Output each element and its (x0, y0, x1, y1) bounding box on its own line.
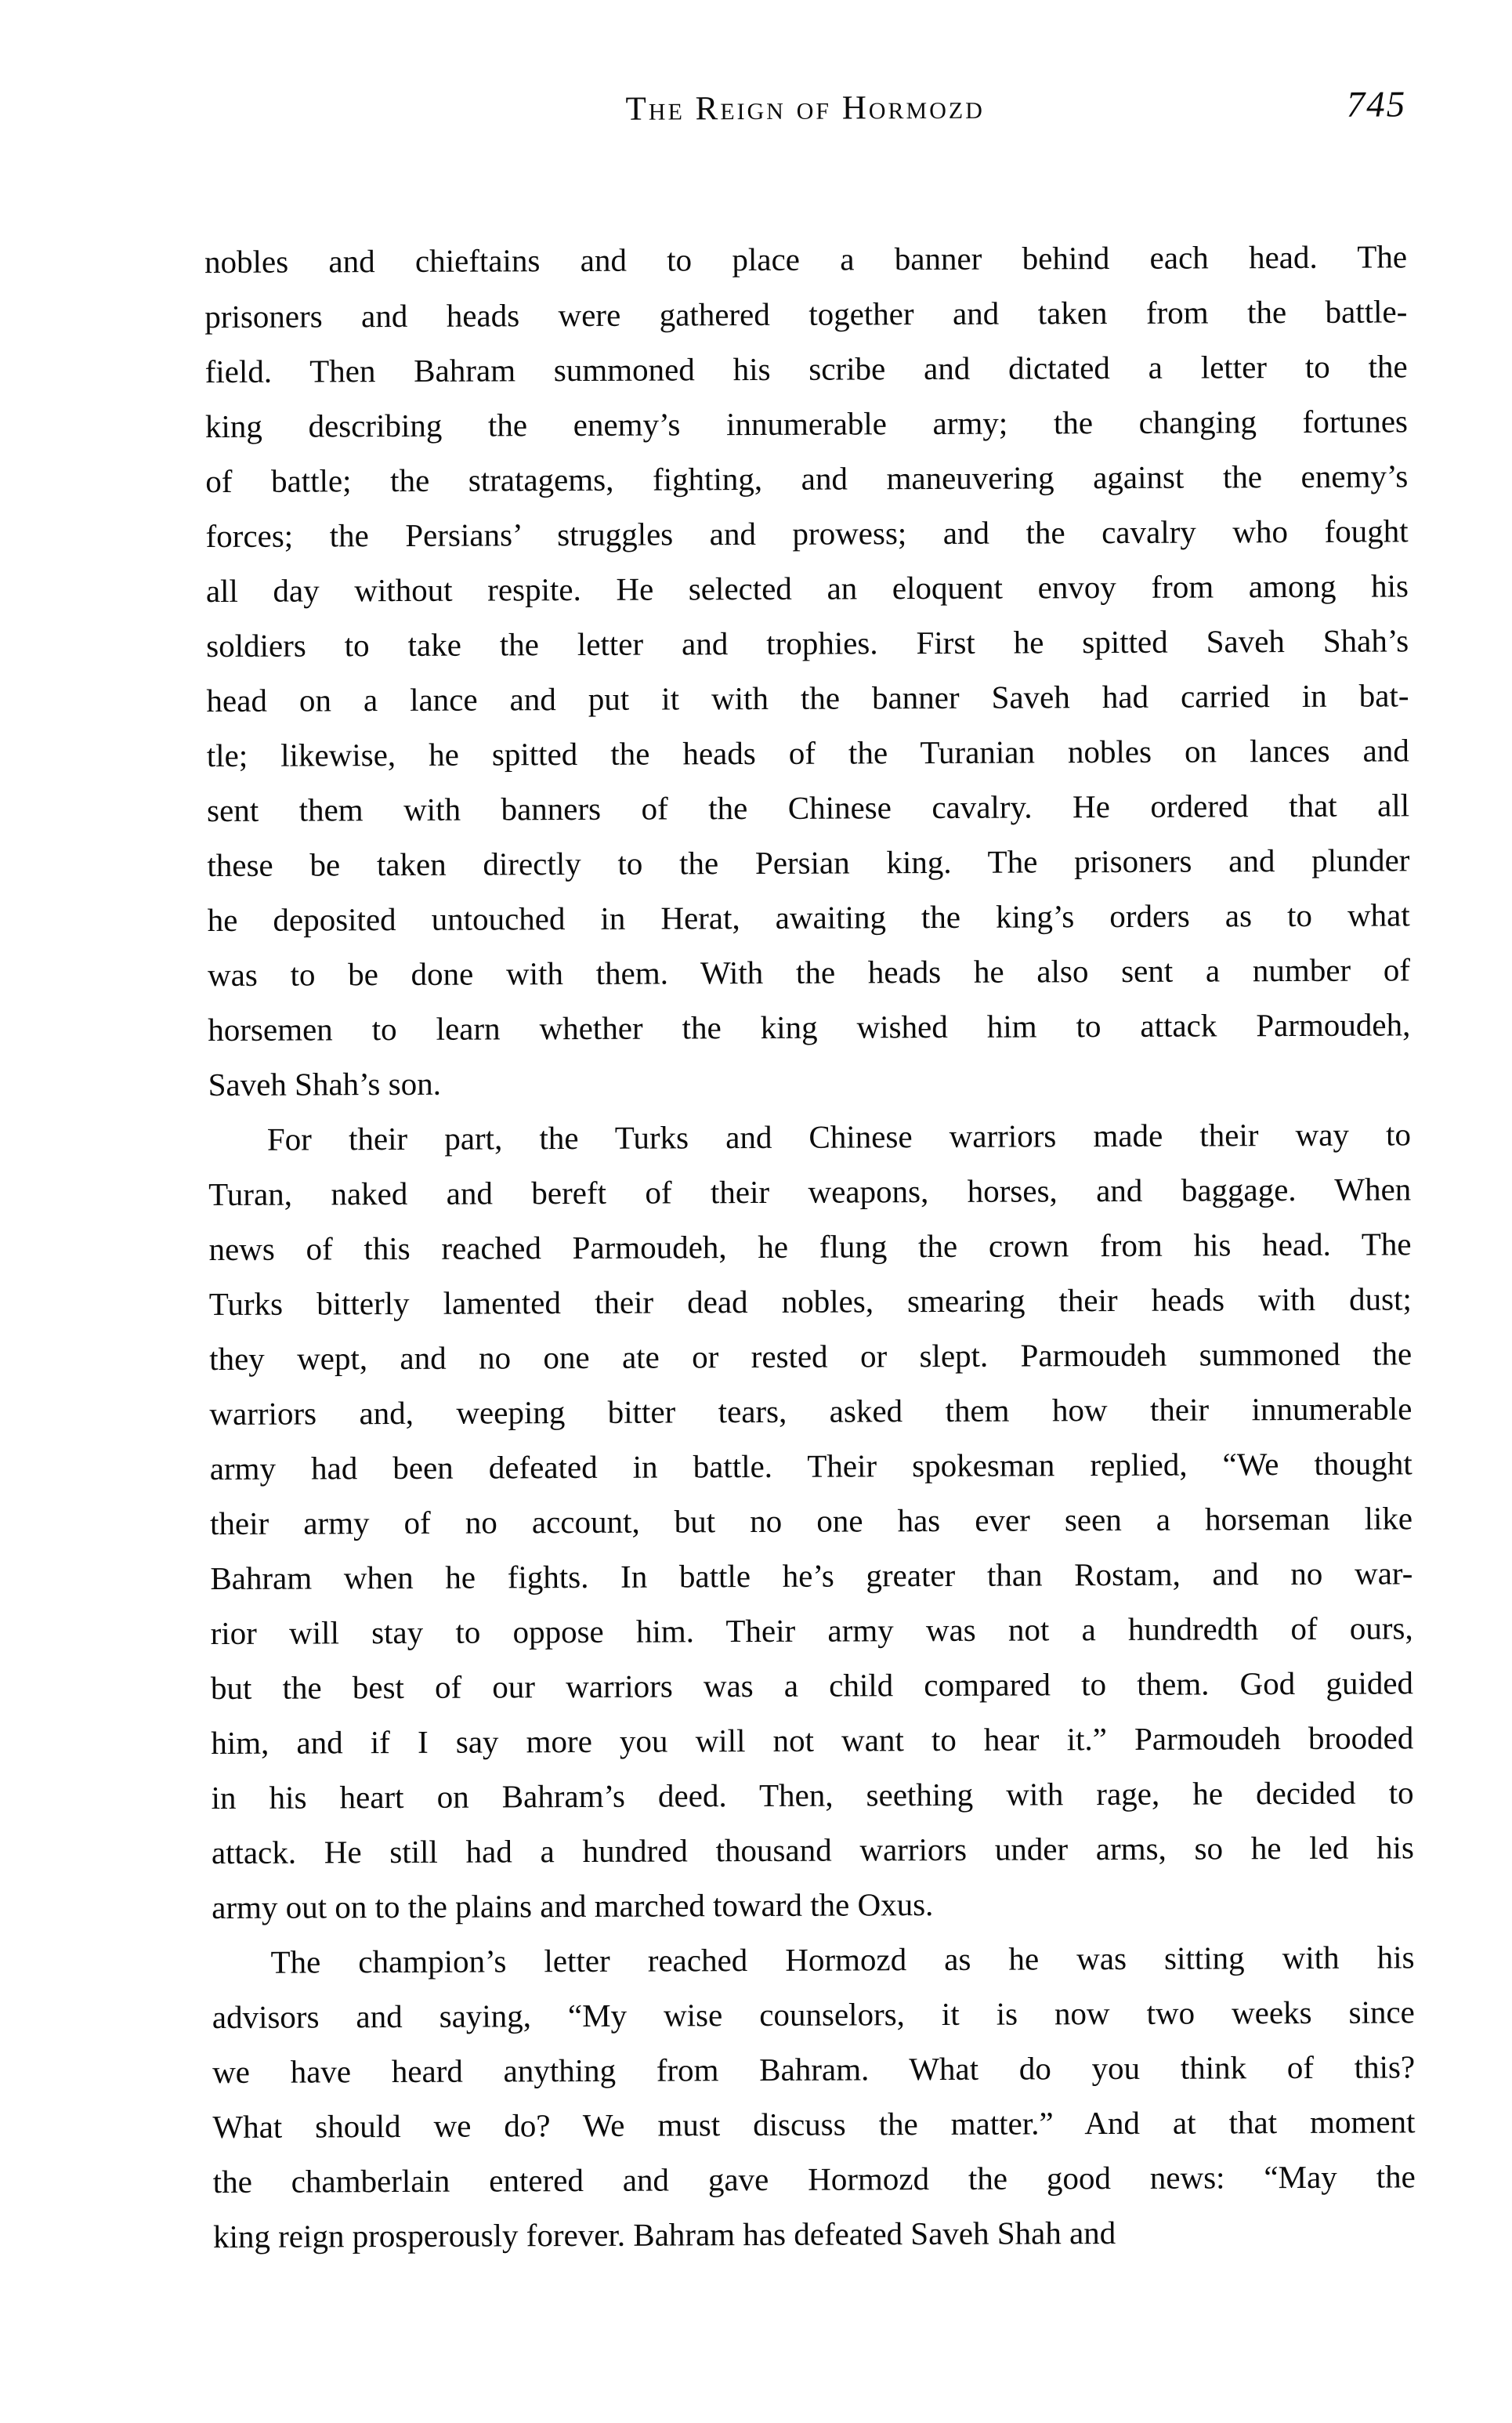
text-line: they wept, and no one ate or rested or slept. Parmoudeh summoned the (209, 1335, 1413, 1378)
text-line: nobles and chieftains and to place a banner behind each head. The (204, 238, 1408, 281)
text-line: The champion’s letter reached Hormozd as he was sitting with his (270, 1939, 1415, 1980)
text-line: sent them with banners of the Chinese cavalry. He ordered that all (207, 787, 1410, 829)
text-line: Turks bitterly lamented their dead nobles, smearing their heads with dust; (208, 1280, 1412, 1323)
text-line: attack. He still had a hundred thousand warriors under arms, so he led his (211, 1829, 1414, 1871)
text-line: Bahram when he fights. In battle he’s greater than Rostam, and no war- (210, 1555, 1413, 1597)
running-header (204, 85, 1406, 132)
text-line: tle; likewise, he spitted the heads of the Turanian nobles on lances and (206, 732, 1409, 774)
text-line: him, and if I say more you will not want to hear it.” Parmoudeh brooded (211, 1719, 1414, 1762)
text-line: we have heard anything from Bahram. What do you think of this? (212, 2048, 1416, 2091)
text-line: king describing the enemy’s innumerable army; the changing fortunes (204, 403, 1409, 445)
text-line: their army of no account, but no one has ever seen a horseman like (209, 1500, 1413, 1542)
text-line: Saveh Shah’s son. (208, 1065, 441, 1103)
text-line: advisors and saying, “My wise counselors, it is now two weeks since (212, 1994, 1415, 2036)
text-line: these be taken directly to the Persian king. The prisoners and plunder (207, 842, 1410, 884)
text-line: What should we do? We must discuss the matter.” And at that moment (212, 2103, 1416, 2146)
text-line: rior will stay to oppose him. Their army was not a hundredth of ours, (210, 1610, 1413, 1652)
page-number: 745 (1346, 84, 1407, 125)
text-line: forces; the Persians’ struggles and prowess; and the cavalry who fought (205, 512, 1409, 555)
text-line: all day without respite. He selected an eloquent envoy from among his (205, 567, 1409, 610)
text-line: news of this reached Parmoudeh, he flung the crown from his head. The (208, 1226, 1412, 1268)
text-line: army had been defeated in battle. Their spokesman replied, “We thought (209, 1445, 1413, 1487)
text-line: army out on to the plains and marched toward the Oxus. (212, 1886, 934, 1926)
text-line: soldiers to take the letter and trophies. First he spitted Saveh Shah’s (206, 622, 1409, 665)
text-line: Turan, naked and bereft of their weapons, horses, and baggage. When (208, 1171, 1412, 1213)
text-line: head on a lance and put it with the banner Saveh had carried in bat- (206, 677, 1409, 719)
text-line: field. Then Bahram summoned his scribe and dictated a letter to the (204, 348, 1408, 390)
text-line: the chamberlain entered and gave Hormozd the good news: “May the (212, 2158, 1416, 2200)
text-line: of battle; the stratagems, fighting, and maneuvering against the enemy’s (205, 458, 1409, 500)
text-line: horsemen to learn whether the king wished him to attack Parmoudeh, (208, 1006, 1411, 1049)
text-line: For their part, the Turks and Chinese warriors made their way to (266, 1116, 1412, 1157)
chapter-title: The Reign of Hormozd (625, 89, 985, 128)
text-line: prisoners and heads were gathered together and taken from the battle- (204, 293, 1408, 335)
text-line: but the best of our warriors was a child compared to them. God guided (210, 1664, 1414, 1707)
text-line: was to be done with them. With the heads he also sent a number of (207, 951, 1411, 994)
text-line: he deposited untouched in Herat, awaiting the king’s orders as to what (207, 896, 1410, 939)
text-line: in his heart on Bahram’s deed. Then, seething with rage, he decided to (211, 1774, 1414, 1816)
text-line: king reign prosperously forever. Bahram has defeated Saveh Shah and (212, 2215, 1116, 2255)
text-line: warriors and, weeping bitter tears, asked them how their innumerable (209, 1390, 1413, 1432)
text-block (204, 229, 1416, 2264)
